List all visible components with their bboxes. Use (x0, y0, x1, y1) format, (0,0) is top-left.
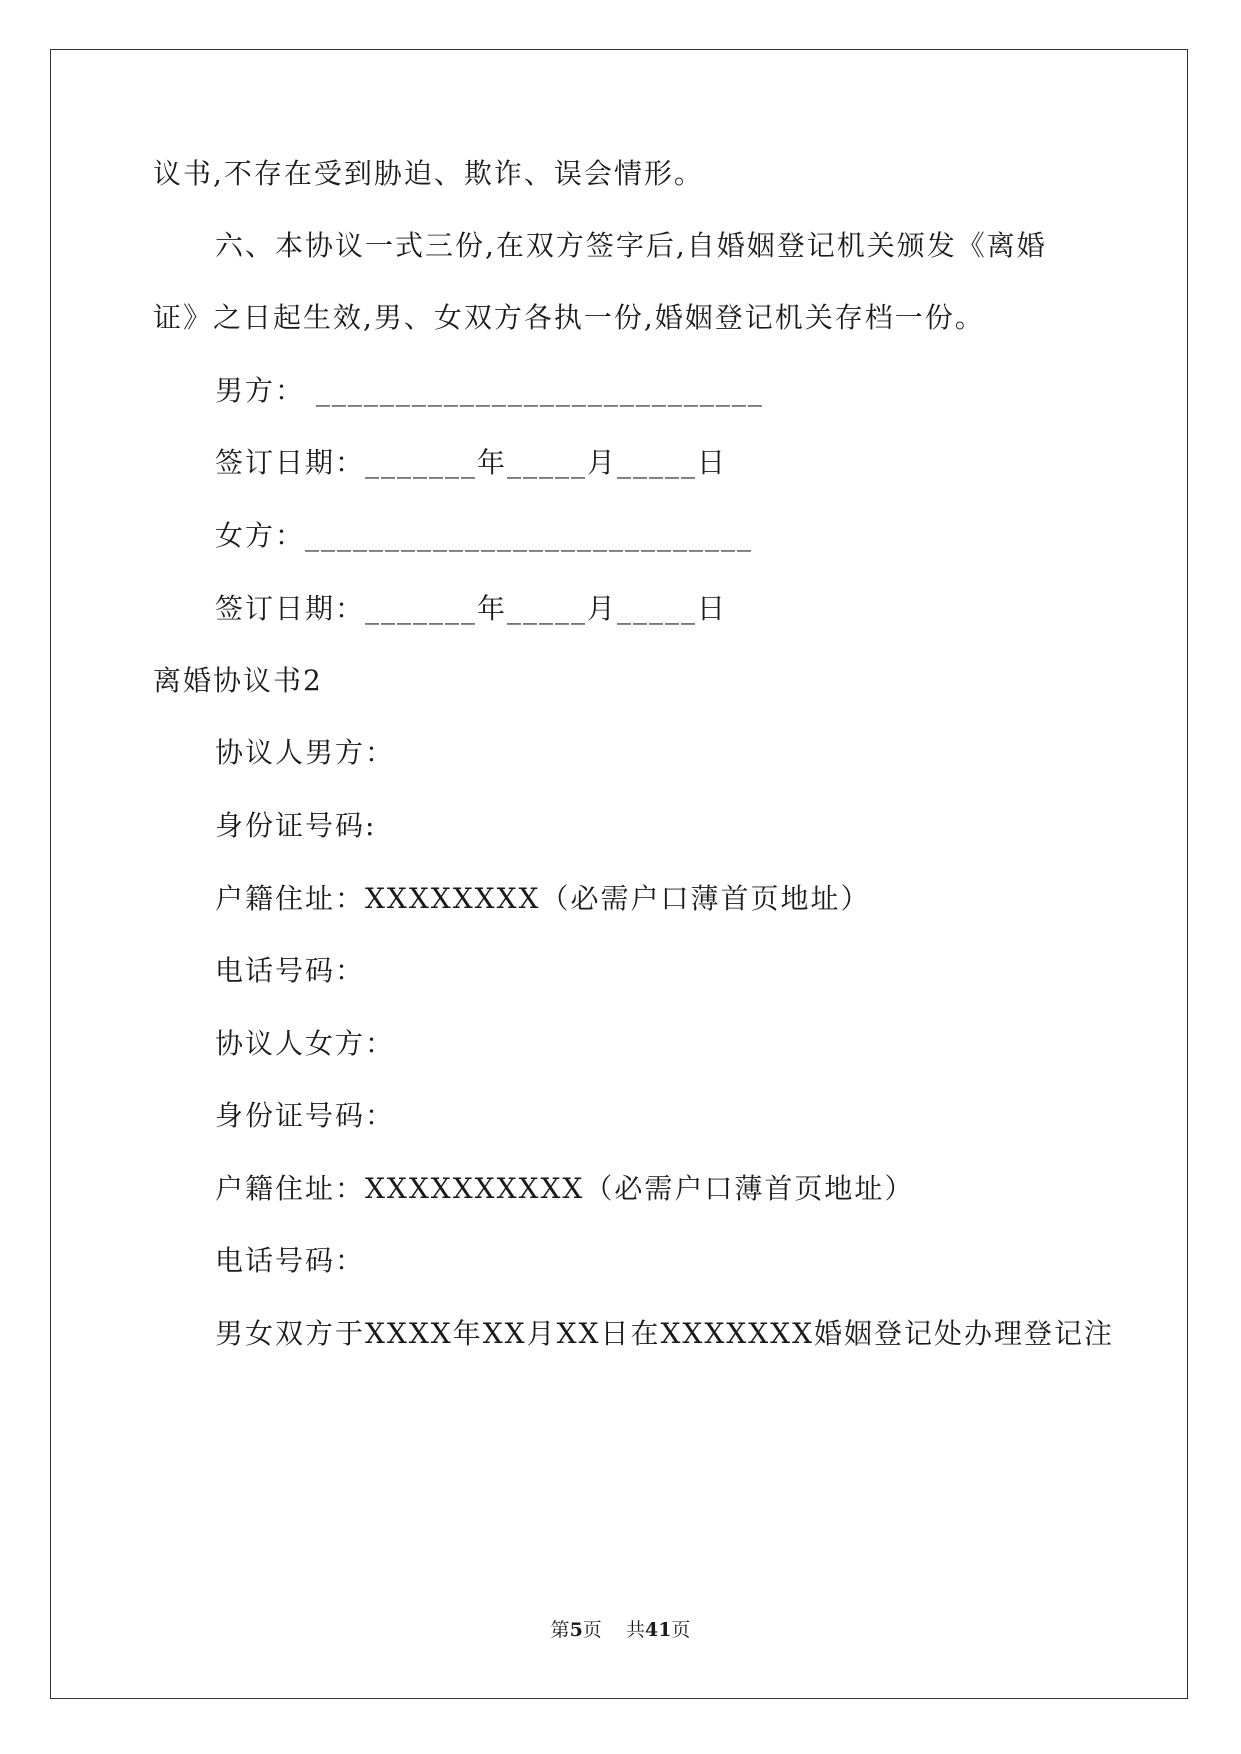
text-line: 男女双方于XXXX年XX月XX日在XXXXXXX婚姻登记处办理登记注 (215, 1317, 1115, 1350)
text-line: 协议人男方： (215, 736, 396, 769)
footer-suffix: 页 (671, 1619, 691, 1641)
text-line: 证》之日起生效,男、女双方各执一份,婚姻登记机关存档一份。 (153, 301, 985, 334)
total-pages: 41 (644, 1619, 672, 1641)
sign-date-line: 签订日期：_______年_____月_____日 (215, 592, 728, 625)
section-title: 离婚协议书2 (153, 664, 323, 697)
sign-date-line: 签订日期：_______年_____月_____日 (215, 446, 728, 479)
text-line: 六、本协议一式三份,在双方签字后,自婚姻登记机关颁发《离婚 (215, 229, 1047, 262)
text-line: 户籍住址：XXXXXXXX（必需户口薄首页地址） (215, 882, 871, 915)
page-border (50, 49, 1188, 1699)
text-line: 电话号码： (215, 954, 366, 987)
text-line: 户籍住址：XXXXXXXXXX（必需户口薄首页地址） (215, 1172, 915, 1205)
text-line: 议书,不存在受到胁迫、欺诈、误会情形。 (153, 157, 704, 190)
page-number: 5 (569, 1619, 583, 1641)
signature-line-female: 女方：____________________________ (215, 519, 754, 552)
text-line: 协议人女方： (215, 1027, 396, 1060)
footer-prefix: 第 (550, 1619, 570, 1641)
page-footer (0, 1618, 1241, 1642)
text-line: 身份证号码： (215, 1099, 396, 1132)
text-line: 电话号码： (215, 1244, 366, 1277)
signature-line-male: 男方： ____________________________ (215, 374, 764, 407)
footer-middle: 页 共 (582, 1619, 645, 1641)
text-line: 身份证号码: (215, 809, 377, 842)
